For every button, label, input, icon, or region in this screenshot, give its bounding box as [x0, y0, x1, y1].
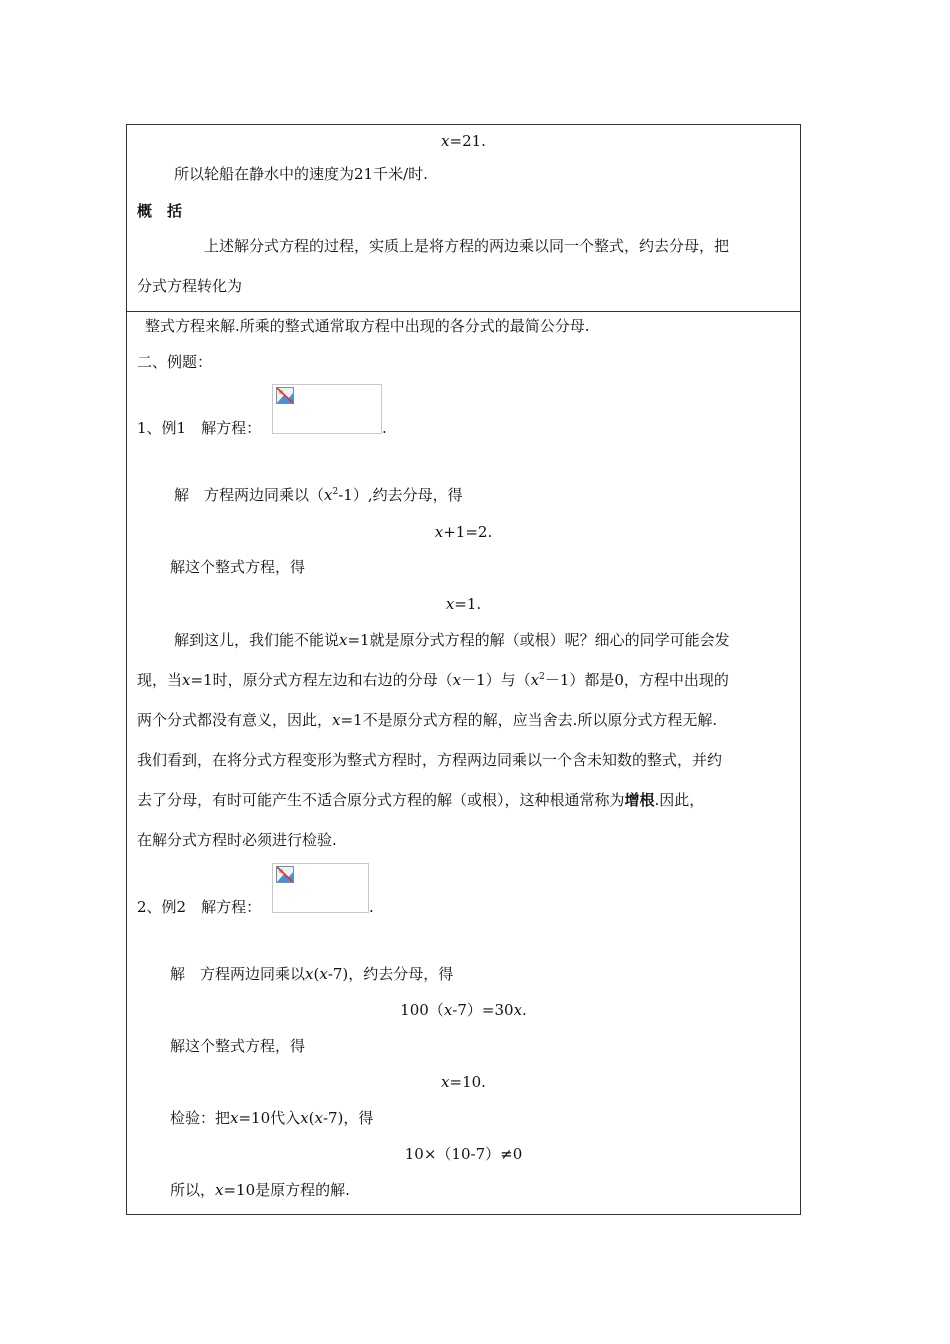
equation-line: x=10. [441, 1073, 486, 1091]
term-extraneous-root: 增根 [624, 791, 655, 809]
text-line: 整式方程来解.所乘的整式通常取方程中出现的各分式的最简公分母. [145, 317, 590, 335]
text-line: 上述解分式方程的过程，实质上是将方程的两边乘以同一个整式，约去分母，把 [204, 237, 730, 255]
text-line: 所以轮船在静水中的速度为21千米/时. [174, 165, 428, 183]
paragraph-line: 在解分式方程时必须进行检验. [137, 831, 337, 849]
equation-line: x+1=2. [434, 523, 493, 541]
paragraph-line: 去了分母，有时可能产生不适合原分式方程的解（或根），这种根通常称为增根.因此， [137, 791, 705, 809]
check-line: 检验：把x=10代入x(x-7)，得 [170, 1109, 374, 1127]
paragraph-line: 我们看到，在将分式方程变形为整式方程时，方程两边同乘以一个含未知数的整式，并约 [137, 751, 723, 769]
text-line: 解这个整式方程，得 [170, 558, 306, 576]
equation-line: 100（x-7）=30x. [400, 1001, 527, 1019]
table-cell-top [126, 124, 801, 312]
text-line: 解这个整式方程，得 [170, 1037, 306, 1055]
period: . [382, 419, 387, 437]
equation-image-placeholder [272, 863, 369, 913]
equation-image-placeholder [272, 384, 382, 434]
equation-line: 10×（10-7）≠0 [404, 1145, 523, 1163]
solution-line: 解 方程两边同乘以$(x^2-1)$,约去分母，得 [174, 486, 463, 504]
conclusion-line: 所以，x=10是原方程的解. [170, 1181, 350, 1199]
example-2-label: 2、例2 解方程： [137, 898, 262, 916]
solution-line: 解 方程两边同乘以x(x-7)，约去分母，得 [170, 965, 454, 983]
section-heading: 二、例题： [137, 353, 213, 371]
equation-line: x=1. [445, 595, 482, 613]
example-1-label: 1、例1 解方程： [137, 419, 262, 437]
broken-image-icon [276, 387, 294, 404]
equation-line: x=21. [441, 132, 486, 150]
broken-image-icon [276, 866, 294, 883]
text-line: 分式方程转化为 [137, 277, 243, 295]
period: . [369, 898, 374, 916]
paragraph-line: 现，当x=1时，原分式方程左边和右边的分母（x－1）与$(x^2-1)$都是0，方程中出现的 [137, 671, 729, 689]
paragraph-line: 解到这儿，我们能不能说x=1就是原分式方程的解（或根）呢？细心的同学可能会发 [174, 631, 730, 649]
paragraph-line: 两个分式都没有意义，因此，x=1不是原分式方程的解，应当舍去.所以原分式方程无解. [137, 711, 718, 729]
table-cell-bottom [126, 311, 801, 1215]
heading-summary: 概 括 [137, 202, 183, 220]
